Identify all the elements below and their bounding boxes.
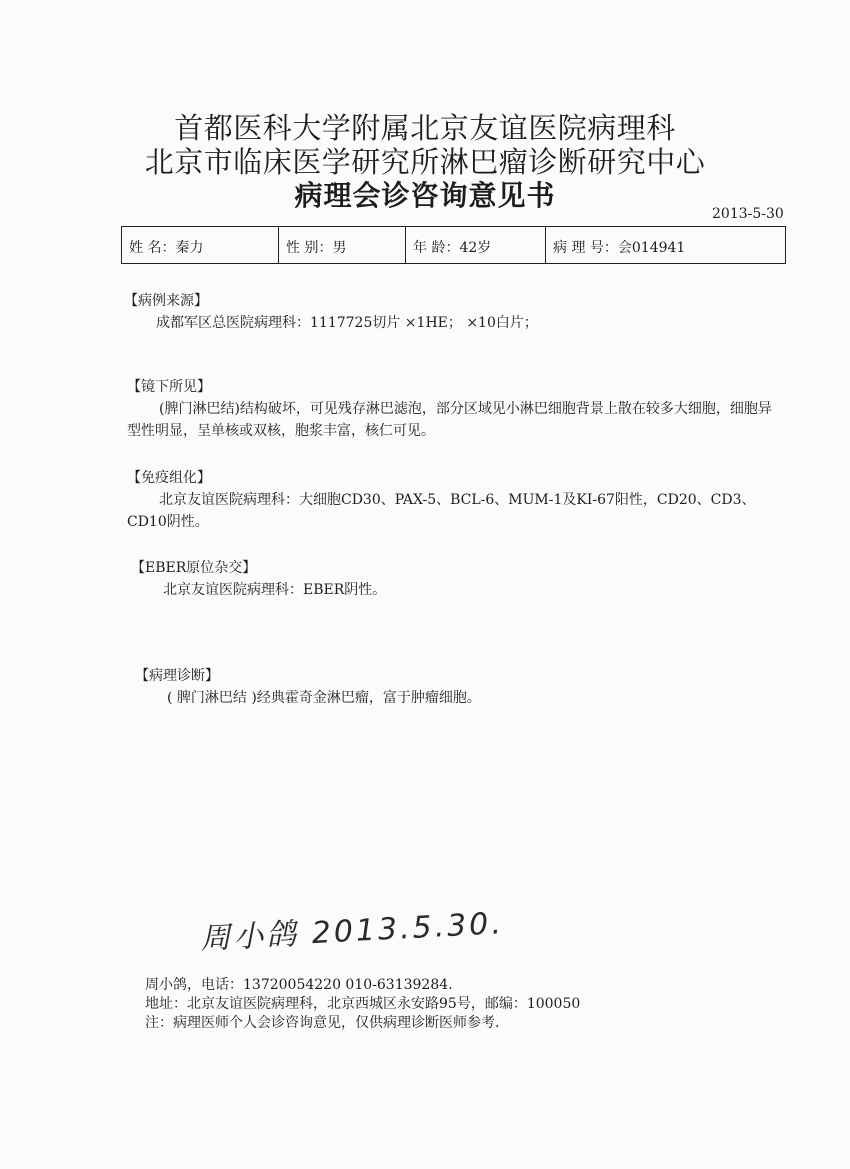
ihc-text: 北京友谊医院病理科：大细胞CD30、PAX-5、BCL-6、MUM-1及KI-67阳性，CD20、CD3、CD10阴性。 xyxy=(127,492,756,530)
eber-heading: 【EBER原位杂交】 xyxy=(131,560,257,576)
contact-line: 周小鸽，电话：13720054220 010-63139284. xyxy=(145,977,453,993)
microscopy-heading: 【镜下所见】 xyxy=(127,379,211,395)
hospital-department: 首都医科大学附属北京友谊医院病理科 xyxy=(174,111,676,145)
ihc-section xyxy=(127,467,785,533)
patient-name: 姓 名：秦力 xyxy=(122,227,279,263)
patient-gender: 性 别：男 xyxy=(279,227,406,263)
patient-info-table xyxy=(121,226,786,264)
handwritten-signature: 周小鸽 2013.5.30. xyxy=(199,906,505,957)
disclaimer-note: 注：病理医师个人会诊咨询意见，仅供病理诊断医师参考. xyxy=(145,1015,500,1031)
document-title: 病理会诊咨询意见书 xyxy=(294,179,556,212)
eber-section xyxy=(131,557,386,599)
case-source-heading: 【病例来源】 xyxy=(124,293,208,309)
diagnosis-text: ( 脾门淋巴结 )经典霍奇金淋巴瘤，富于肿瘤细胞。 xyxy=(167,690,481,706)
case-source-section xyxy=(124,290,538,332)
pathology-number: 病 理 号：会014941 xyxy=(553,240,686,256)
ihc-heading: 【免疫组化】 xyxy=(127,470,211,486)
diagnosis-section xyxy=(135,665,481,707)
report-date: 2013-5-30 xyxy=(712,206,784,222)
eber-text: 北京友谊医院病理科：EBER阴性。 xyxy=(163,582,387,598)
research-center: 北京市临床医学研究所淋巴瘤诊断研究中心 xyxy=(144,145,706,179)
case-source-text: 成都军区总医院病理科：1117725切片 ×1HE； ×10白片； xyxy=(156,315,538,331)
diagnosis-heading: 【病理诊断】 xyxy=(135,668,219,684)
microscopy-section xyxy=(127,376,785,442)
patient-age: 年 龄：42岁 xyxy=(406,227,546,263)
address-line: 地址：北京友谊医院病理科，北京西城区永安路95号，邮编：100050 xyxy=(145,996,581,1012)
microscopy-text: (脾门淋巴结)结构破坏，可见残存淋巴滤泡，部分区域见小淋巴细胞背景上散在较多大细胞，细胞异型性明显，呈单核或双核，胞浆丰富，核仁可见。 xyxy=(127,401,772,439)
